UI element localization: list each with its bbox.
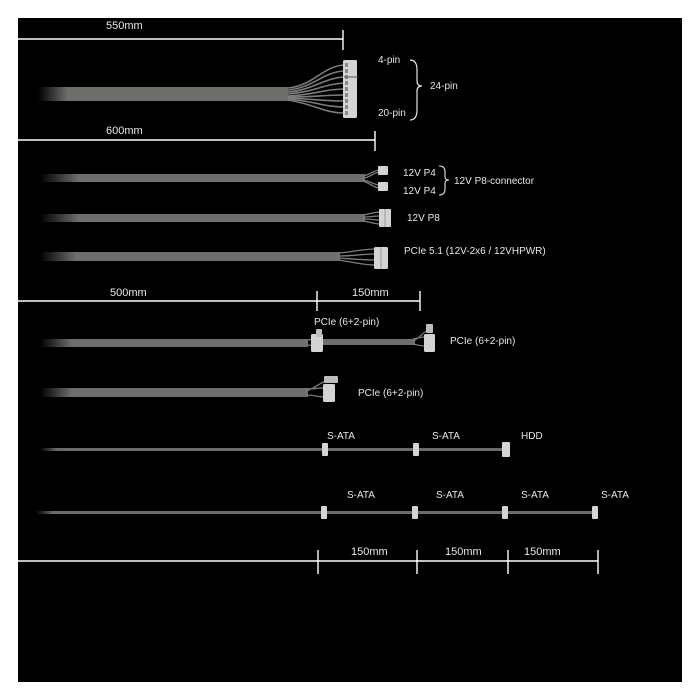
dimension-label: 600mm: [106, 125, 143, 137]
p4-connector-icon: [378, 182, 388, 191]
pcie5-label: PCIe 5.1 (12V-2x6 / 12VHPWR): [404, 246, 546, 257]
sata-4x-cable: [36, 490, 629, 519]
dimension-label: 150mm: [445, 546, 482, 558]
dimension-label: 150mm: [524, 546, 561, 558]
pcie-connector-icon: [424, 334, 435, 352]
sata-a2-label: S-ATA: [432, 431, 460, 442]
atx-24pin-label: 24-pin: [430, 81, 458, 92]
eps-p4-p4-cable: [40, 166, 535, 197]
dimension-150mm-x3: [18, 546, 598, 574]
dimension-500mm-150mm: [18, 287, 420, 311]
sata-connector-icon: [413, 443, 419, 456]
dimension-label: 150mm: [351, 546, 388, 558]
sata-connector-icon: [412, 506, 418, 519]
sata-connector-icon: [592, 506, 598, 519]
hdd-label: HDD: [521, 431, 543, 442]
pcie-2pin-icon: [316, 329, 322, 337]
pcie-2pin-icon: [426, 324, 433, 333]
dimension-label: 150mm: [352, 287, 389, 299]
sata-connector-icon: [321, 506, 327, 519]
pcie-single-cable: [40, 376, 423, 402]
pcie-first-label: PCIe (6+2-pin): [314, 317, 380, 328]
p4-connector-icon: [378, 166, 388, 175]
pcie-connector-icon: [323, 384, 335, 402]
dimension-label: 550mm: [106, 20, 143, 32]
atx-4pin-label: 4-pin: [378, 55, 401, 66]
dimension-label: 500mm: [110, 287, 147, 299]
sata-b1-label: S-ATA: [347, 490, 375, 501]
pcie5-cable: [40, 246, 546, 269]
sata-b4-label: S-ATA: [601, 490, 629, 501]
brace-icon: [410, 60, 422, 120]
sata-b2-label: S-ATA: [436, 490, 464, 501]
dimension-600mm: [18, 125, 375, 151]
pcie-single-label: PCIe (6+2-pin): [358, 388, 424, 399]
pcie-second-label: PCIe (6+2-pin): [450, 336, 516, 347]
atx-20pin-label: 20-pin: [378, 108, 406, 119]
pcie-dual-cable: [40, 317, 515, 352]
p4-bottom-label: 12V P4: [403, 186, 436, 197]
sata-connector-icon: [502, 506, 508, 519]
atx-24pin-cable: [38, 55, 458, 120]
sata-connector-icon: [322, 443, 328, 456]
p8-connector-label: 12V P8-connector: [454, 176, 535, 187]
brace-icon: [439, 166, 449, 195]
cable-diagram: [18, 18, 682, 682]
pcie-2pin-icon: [324, 376, 338, 383]
eps-p8-cable: [40, 209, 440, 227]
sata-hdd-cable: [40, 431, 543, 457]
sata-a1-label: S-ATA: [327, 431, 355, 442]
sata-b3-label: S-ATA: [521, 490, 549, 501]
hdd-molex-connector-icon: [502, 442, 510, 457]
p8-label: 12V P8: [407, 213, 440, 224]
p4-top-label: 12V P4: [403, 168, 436, 179]
dimension-550mm: [18, 20, 343, 50]
